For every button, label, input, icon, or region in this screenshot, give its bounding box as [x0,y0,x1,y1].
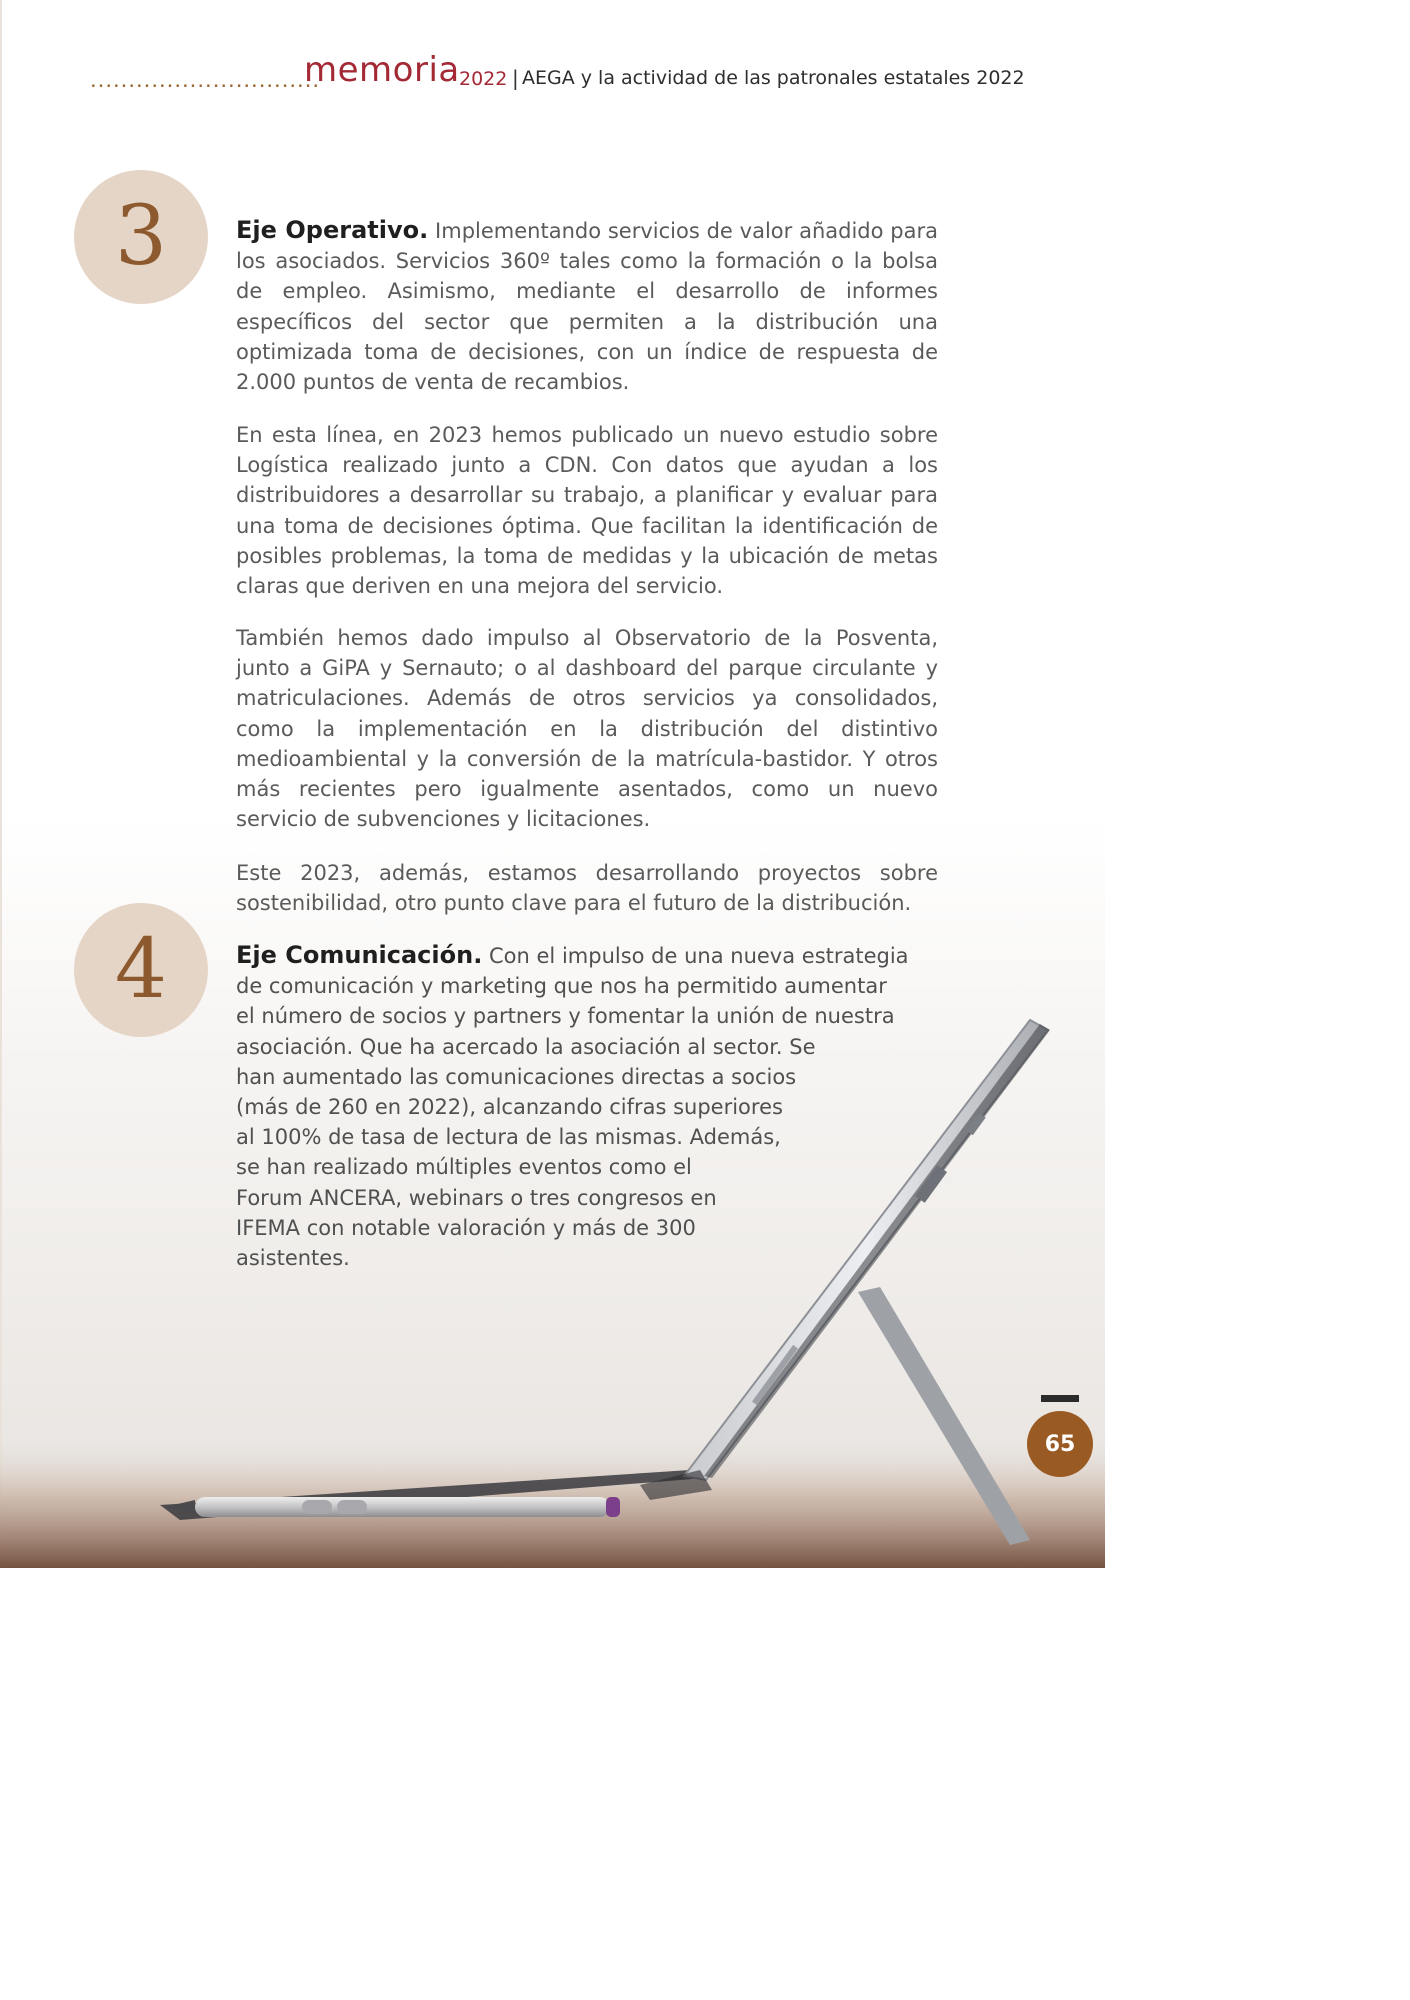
section-3-number: 3 [114,189,168,284]
header-subtitle: AEGA y la actividad de las patronales estatales 2022 [522,67,1025,89]
stylus-button-2 [337,1500,367,1514]
section-4-line: asistentes. [236,1246,350,1271]
section-3-heading: Eje Operativo. [236,216,429,244]
header-dots: .............................. [90,66,321,93]
stylus-button-1 [302,1500,332,1514]
section-3-paragraph-3: También hemos dado impulso al Observatorio de la Posventa, junto a GiPA y Sernauto; o al dashboard del parque circulante y matriculaciones. Además de otros servicios ya consolidados, como la implementación en la distribución del distintivo medioambiental y la conversión de la matrícula-bastidor. Y otros más recientes pero igualmente asentados, como un nuevo servicio de subvenciones y licitaciones. [236,626,938,832]
stylus-body [195,1497,610,1517]
section-4-line: el número de socios y partners y fomentar la unión de nuestra [236,1004,895,1029]
section-3-paragraph-1-text: Implementando servicios de valor añadido para los asociados. Servicios 360º tales como la formación o la bolsa de empleo. Asimismo, mediante el desarrollo de informes específicos del sector que permiten a la distribución una optimizada toma de decisiones, con un índice de respuesta de 2.000 puntos de venta de recambios. [236,219,938,395]
page-number-badge [1027,1411,1093,1477]
section-4-number-badge [74,903,208,1037]
section-4-line: al 100% de tasa de lectura de las mismas. Además, [236,1125,781,1150]
header-title-year: 2022 [459,68,508,90]
section-4-line: asociación. Que ha acercado la asociación al sector. Se [236,1034,816,1059]
section-4-line: han aumentado las comunicaciones directas a socios [236,1064,797,1089]
section-4-paragraph [236,940,936,1273]
section-3-paragraph-2: En esta línea, en 2023 hemos publicado un nuevo estudio sobre Logística realizado junto a CDN. Con datos que ayudan a los distribuidores a desarrollar su trabajo, a planificar y evaluar para una toma de decisiones óptima. Que facilitan la identificación de posibles problemas, la toma de medidas y la ubicación de metas claras que deriven en una mejora del servicio. [236,423,938,599]
section-4-line: de comunicación y marketing que nos ha permitido aumentar [236,974,887,999]
section-4-line: (más de 260 en 2022), alcanzando cifras superiores [236,1095,783,1120]
header-separator: | [512,66,519,90]
page-number-dash [1041,1395,1079,1402]
section-3-paragraph-4: Este 2023, además, estamos desarrollando proyectos sobre sostenibilidad, otro punto clave para el futuro de la distribución. [236,861,938,916]
running-header [90,52,1030,102]
section-4-line: se han realizado múltiples eventos como el [236,1155,692,1180]
side-vent [752,1345,798,1405]
section-4-line: IFEMA con notable valoración y más de 300 [236,1215,696,1240]
stylus-pen [165,1497,620,1517]
stylus-cap [606,1497,620,1517]
section-4-line: Con el impulso de una nueva estrategia [489,944,909,968]
section-3-paragraph-1 [236,215,938,397]
section-3-number-badge [74,170,208,304]
page-number: 65 [1044,1431,1076,1457]
section-4-number: 4 [114,922,168,1017]
section-4-line: Forum ANCERA, webinars o tres congresos en [236,1185,717,1210]
header-title-word: memoria [304,50,460,90]
section-4-heading: Eje Comunicación. [236,941,483,969]
